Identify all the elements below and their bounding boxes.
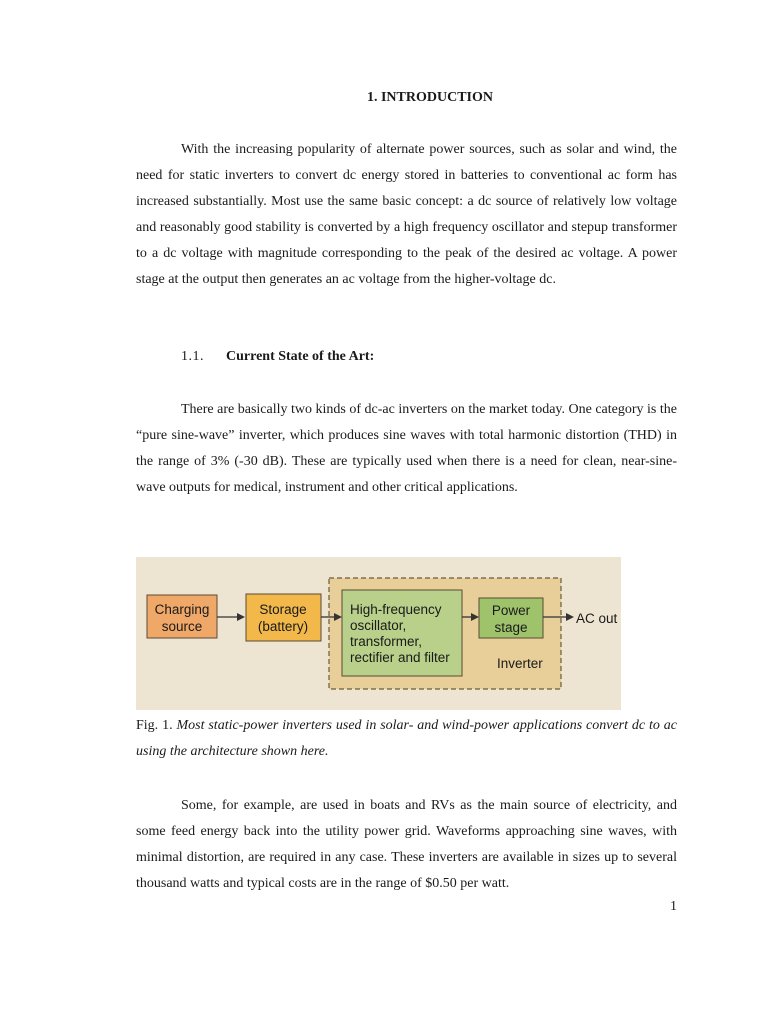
subsection-title: Current State of the Art:: [226, 349, 375, 364]
high-frequency-label-2: oscillator,: [350, 618, 407, 633]
storage-label-2: (battery): [257, 619, 309, 634]
power-stage-label-1: Power: [491, 603, 531, 618]
state-of-art-paragraph: There are basically two kinds of dc-ac inverters on the market today. One category is the “pure sine-wave” inverter, which produces sine waves with total harmonic distortion (THD) in the range of 3% (-30 dB). These are typically used when there is a need for clean, near-sine-wave outputs for medical, instrument and other critical applications.: [136, 402, 677, 495]
figure-caption-text: Most static-power inverters used in solar- and wind-power applications convert dc to ac using the architecture shown here.: [136, 718, 678, 759]
storage-label-1: Storage: [259, 602, 307, 617]
power-stage-label-2: stage: [494, 620, 528, 635]
high-frequency-label-3: transformer,: [350, 634, 423, 649]
subsection-number: 1.1.: [181, 349, 204, 364]
inverter-label: Inverter: [497, 656, 543, 671]
subsection-heading: [181, 349, 374, 365]
applications-paragraph: Some, for example, are used in boats and RVs as the main source of electricity, and some feed energy back into the utility power grid. Waveforms approaching sine waves, with minimal distortion, are required in any case. These inverters are available in sizes up to several thousand watts and typical costs are in the range of $0.50 per watt.: [136, 798, 677, 891]
ac-out-label: AC out: [576, 611, 618, 626]
figure-caption: [136, 713, 677, 765]
high-frequency-label-4: rectifier and filter: [350, 650, 450, 665]
inverter-block-diagram: [136, 557, 621, 710]
intro-paragraph: With the increasing popularity of alternate power sources, such as solar and wind, the need for static inverters to convert dc energy stored in batteries to conventional ac form has increased substantially. Most use the same basic concept: a dc source of relatively low voltage and reasonably good stability is converted by a high frequency oscillator and stepup transformer to a dc voltage with magnitude corresponding to the peak of the desired ac voltage. A power stage at the output then generates an ac voltage from the higher-voltage dc.: [136, 142, 677, 287]
figure-caption-label: Fig. 1.: [136, 718, 173, 733]
charging-source-label-1: Charging: [154, 602, 210, 617]
charging-source-label-2: source: [161, 619, 203, 634]
page-number: 1: [670, 899, 677, 914]
high-frequency-label-1: High-frequency: [350, 602, 442, 617]
section-heading: 1. INTRODUCTION: [366, 90, 493, 105]
block-diagram-svg: [136, 557, 621, 710]
